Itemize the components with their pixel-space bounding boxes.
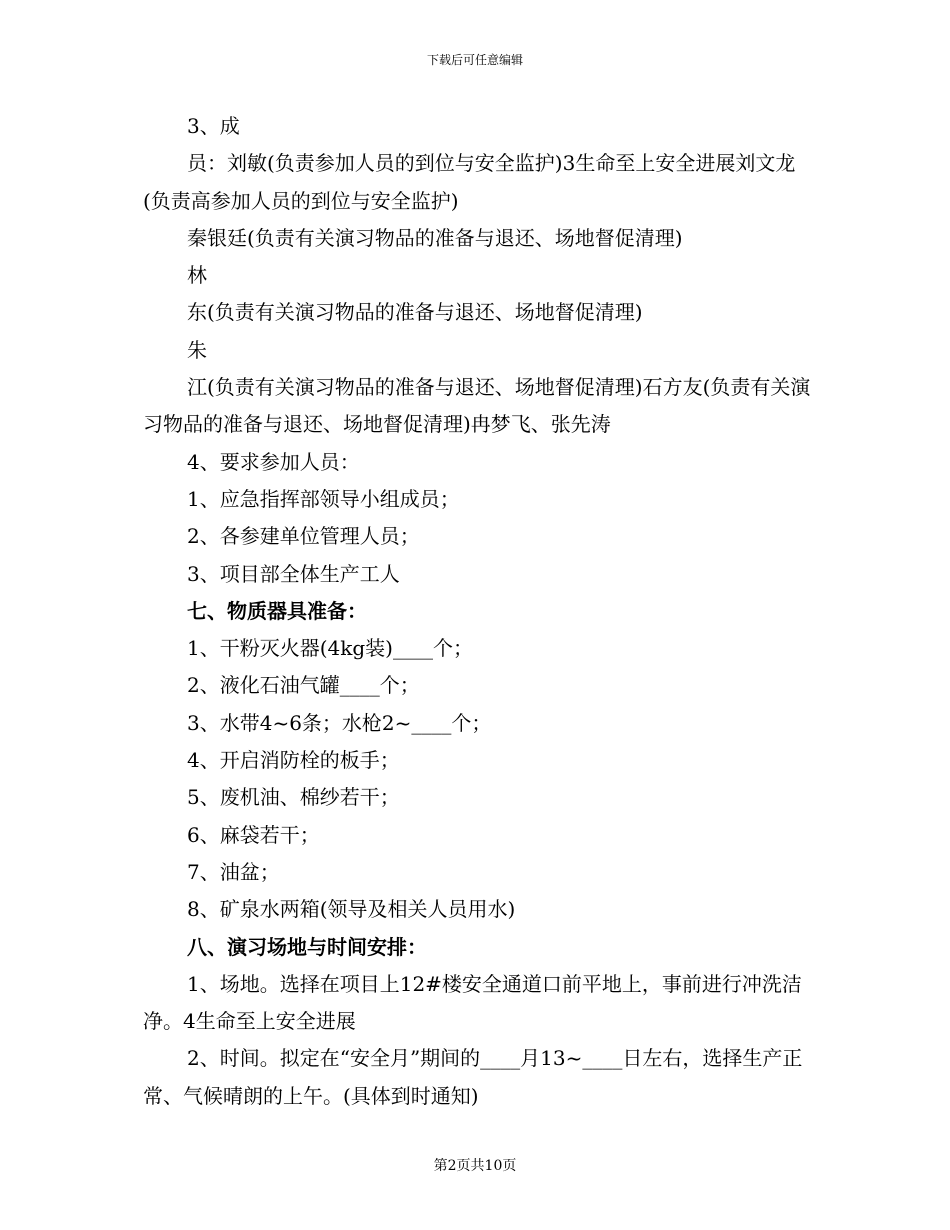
paragraph: 2、液化石油气罐____个； xyxy=(187,673,420,698)
paragraph: 4、要求参加人员： xyxy=(187,449,360,474)
paragraph: 朱 xyxy=(187,337,207,362)
paragraph: 8、矿泉水两箱(领导及相关人员用水) xyxy=(187,897,516,922)
paragraph: 7、油盆； xyxy=(187,859,280,884)
page-header: 下载后可任意编辑 xyxy=(426,53,523,67)
paragraph: 3、项目部全体生产工人 xyxy=(187,561,400,586)
paragraph: 1、场地。选择在项目上12#楼安全通道口前平地上，事前进行冲洗洁净。4生命至上安全进展 xyxy=(143,971,802,1034)
paragraph: 5、废机油、棉纱若干； xyxy=(187,785,400,810)
paragraph: 员：刘敏(负责参加人员的到位与安全监护)3生命至上安全进展刘文龙(负责高参加人员的到位与安全监护) xyxy=(143,151,796,213)
paragraph: 1、应急指挥部领导小组成员； xyxy=(187,486,460,511)
section-heading: 八、演习场地与时间安排： xyxy=(187,934,427,959)
paragraph: 3、水带4~6条；水枪2~____个； xyxy=(187,710,492,735)
paragraph: 4、开启消防栓的板手； xyxy=(187,748,400,773)
paragraph: 东(负责有关演习物品的准备与退还、场地督促清理) xyxy=(187,300,643,325)
section-heading: 七、物质器具准备： xyxy=(187,598,367,623)
paragraph: 2、各参建单位管理人员； xyxy=(187,524,420,549)
document-body xyxy=(143,108,811,1115)
paragraph: 江(负责有关演习物品的准备与退还、场地督促清理)石方友(负责有关演习物品的准备与退还、场地督促清理)冉梦飞、张先涛 xyxy=(143,375,811,437)
paragraph: 6、麻袋若干； xyxy=(187,822,320,847)
page-footer: 第2页共10页 xyxy=(433,1158,517,1174)
paragraph: 2、时间。拟定在“安全月”期间的____月13~____日左右，选择生产正常、气候晴朗的上午。(具体到时通知) xyxy=(143,1046,803,1108)
paragraph: 林 xyxy=(187,263,207,288)
paragraph: 3、成 xyxy=(187,114,240,138)
paragraph: 秦银廷(负责有关演习物品的准备与退还、场地督促清理) xyxy=(187,225,683,250)
paragraph: 1、干粉灭火器(4kg装)____个； xyxy=(187,636,473,661)
